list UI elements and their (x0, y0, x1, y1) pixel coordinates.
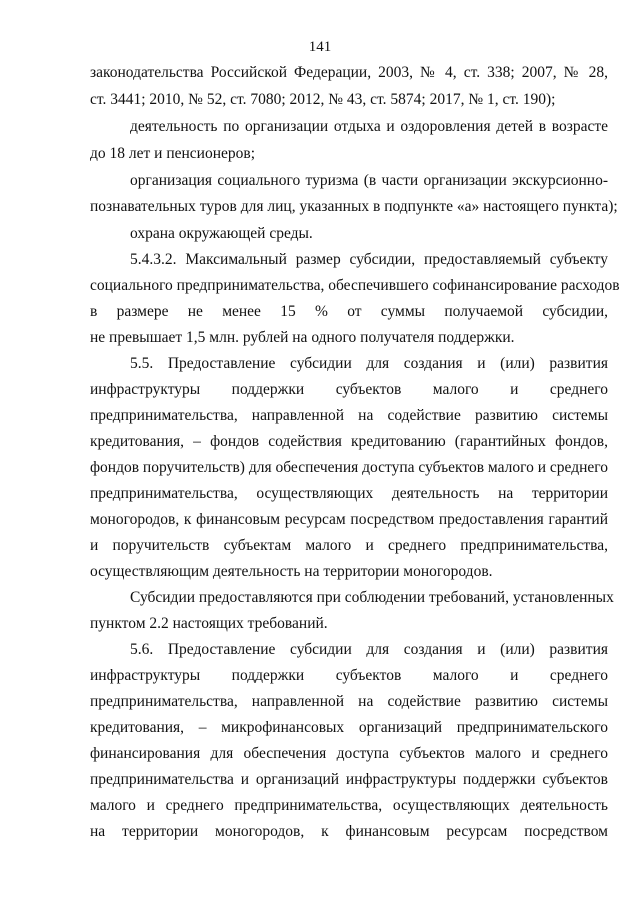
text-line: инфраструктуры поддержки субъектов малого и среднего (90, 381, 608, 398)
text-line: финансирования для обеспечения доступа субъектов малого и среднего (90, 745, 608, 762)
text-line: не превышает 1,5 млн. рублей на одного получателя поддержки. (90, 329, 515, 346)
text-line: ст. 3441; 2010, № 52, ст. 7080; 2012, № 43, ст. 5874; 2017, № 1, ст. 190); (90, 91, 556, 108)
text-line: предпринимательства, направленной на содействие развитию системы (90, 407, 608, 424)
text-line: предпринимательства, направленной на содействие развитию системы (90, 693, 608, 710)
text-line: фондов поручительств) для обеспечения доступа субъектов малого и среднего (90, 459, 608, 476)
text-line: социального предпринимательства, обеспечившего софинансирование расходов (90, 277, 620, 294)
text-line: 5.6. Предоставление субсидии для создания и (или) развития (130, 641, 608, 658)
text-line: деятельность по организации отдыха и оздоровления детей в возрасте (130, 118, 608, 135)
text-line: предпринимательства, осуществляющих деятельность на территории (90, 485, 608, 502)
page-number: 141 (308, 39, 332, 55)
text-line: малого и среднего предпринимательства, осуществляющих деятельность (90, 797, 608, 814)
text-line: до 18 лет и пенсионеров; (90, 145, 256, 162)
text-line: охрана окружающей среды. (130, 225, 313, 242)
text-line: кредитования, – фондов содействия кредитованию (гарантийных фондов, (90, 433, 608, 450)
text-line: осуществляющим деятельность на территории моногородов. (90, 563, 493, 580)
text-line: организация социального туризма (в части организации экскурсионно- (130, 172, 608, 189)
text-line: пунктом 2.2 настоящих требований. (90, 615, 328, 632)
text-line: моногородов, к финансовым ресурсам посредством предоставления гарантий (90, 511, 608, 528)
text-line: познавательных туров для лиц, указанных в подпункте «а» настоящего пункта); (90, 198, 618, 215)
text-line: Субсидии предоставляются при соблюдении требований, установленных (130, 589, 614, 606)
text-line: и поручительств субъектам малого и среднего предпринимательства, (90, 537, 608, 554)
text-line: законодательства Российской Федерации, 2003, № 4, ст. 338; 2007, № 28, (90, 64, 608, 81)
text-line: кредитования, – микрофинансовых организаций предпринимательского (90, 719, 608, 736)
text-line: 5.4.3.2. Максимальный размер субсидии, предоставляемый субъекту (130, 251, 608, 268)
text-line: на территории моногородов, к финансовым ресурсам посредством (90, 823, 608, 840)
text-line: инфраструктуры поддержки субъектов малого и среднего (90, 667, 608, 684)
text-line: в размере не менее 15 % от суммы получаемой субсидии, (90, 303, 608, 320)
text-line: предпринимательства и организаций инфраструктуры поддержки субъектов (90, 771, 608, 788)
text-line: 5.5. Предоставление субсидии для создания и (или) развития (130, 355, 608, 372)
